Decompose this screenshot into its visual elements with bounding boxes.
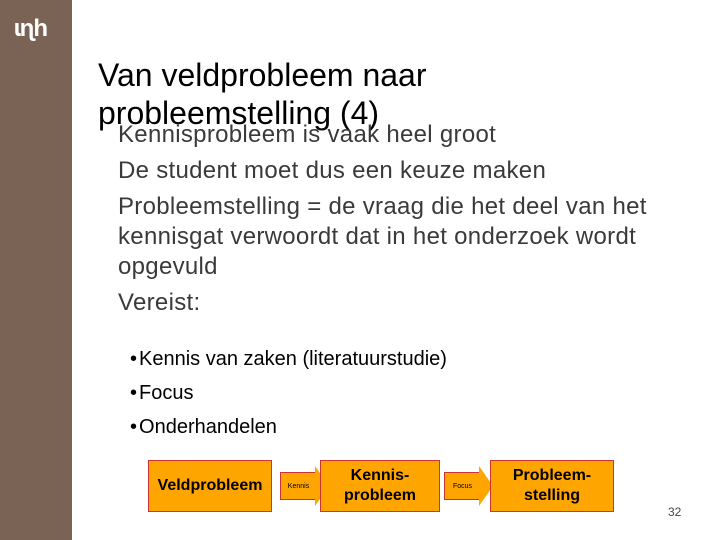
- probleemstelling-box: [490, 460, 614, 512]
- veldprobleem-box: [148, 460, 272, 512]
- sub-bullet-text: Focus: [139, 382, 194, 404]
- arrow-label: Focus: [444, 472, 480, 500]
- slide-title: Van veldprobleem naar probleemstelling (4): [98, 57, 427, 131]
- bullet-item: Vereist:: [118, 289, 201, 316]
- page-number: 32: [668, 505, 682, 519]
- sub-bullet-item: [130, 380, 447, 406]
- sidebar-band: [0, 0, 72, 540]
- bullet-item: Kennisprobleem is vaak heel groot: [118, 121, 497, 148]
- arrow-focus: [444, 466, 494, 506]
- bullet-marker: •: [130, 348, 138, 370]
- box-label: Probleem-stelling: [512, 467, 592, 504]
- sub-bullet-list: [130, 346, 447, 448]
- bullet-marker: •: [130, 382, 138, 404]
- bullet-marker: •: [130, 416, 138, 438]
- main-bullet-list: [118, 120, 688, 324]
- bullet-item: De student moet dus een keuze maken: [118, 157, 547, 184]
- sub-bullet-text: Kennis van zaken (literatuurstudie): [139, 348, 447, 370]
- sub-bullet-text: Onderhandelen: [139, 416, 277, 438]
- sub-bullet-item: [130, 414, 447, 440]
- box-label: Kennis-probleem: [343, 467, 416, 504]
- sub-bullet-item: [130, 346, 447, 372]
- bullet-item: Probleemstelling = de vraag die het deel van het kennisgat verwoordt dat in het onderzoek wordt opgevuld: [118, 193, 647, 280]
- arrow-label: Kennis: [280, 472, 316, 500]
- logo: ɩɳh: [14, 15, 47, 42]
- box-label: Veldprobleem: [157, 477, 263, 494]
- kennisprobleem-box: [320, 460, 440, 512]
